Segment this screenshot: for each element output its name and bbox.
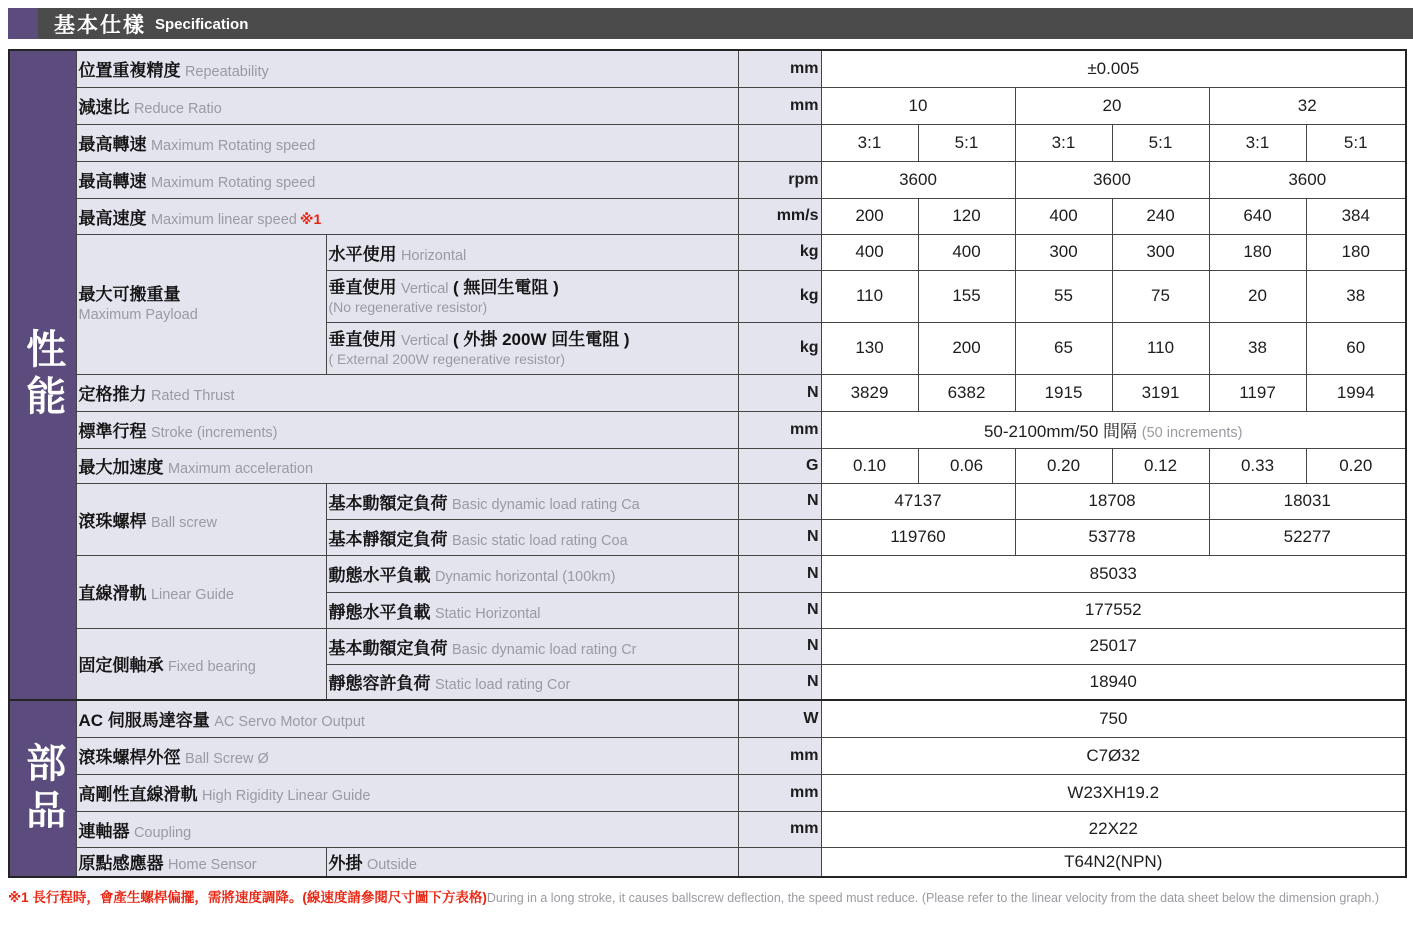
value-cell: 3:1	[1209, 124, 1306, 161]
value-cell: 18708	[1015, 483, 1209, 519]
label-en: Fixed bearing	[167, 659, 256, 676]
row-fixedbearing-dynamic	[9, 628, 1406, 664]
label-zh: 基本靜額定負荷	[328, 529, 448, 549]
value-cell: 0.20	[1306, 448, 1406, 483]
value-cell: 5:1	[918, 124, 1015, 161]
value-cell: 1994	[1306, 374, 1406, 411]
label-en: Vertical	[400, 280, 449, 297]
value-cell: 3:1	[1015, 124, 1112, 161]
label-zh: 高剛性直線滑軌	[78, 785, 198, 804]
label-en: Rated Thrust	[150, 388, 235, 404]
value-cell: 110	[1112, 322, 1209, 374]
label-zh: 垂直使用	[328, 329, 397, 349]
sublabel-outside	[326, 847, 738, 877]
row-ballscrew-diameter	[9, 737, 1406, 774]
unit-cell: N	[738, 592, 821, 628]
value-cell: 130	[821, 322, 918, 374]
value-cell: 18940	[821, 664, 1406, 700]
label-gear-ratio	[76, 124, 738, 161]
value-cell: 180	[1306, 234, 1406, 270]
row-linearguide-dynamic	[9, 555, 1406, 592]
value-cell: 300	[1015, 234, 1112, 270]
unit-cell: kg	[738, 322, 821, 374]
label-en: Basic static load rating Coa	[451, 532, 628, 549]
value-cell: 55	[1015, 270, 1112, 322]
value-cell: C7Ø32	[821, 737, 1406, 774]
row-rigidity-guide	[9, 774, 1406, 811]
label-en: Ball Screw Ø	[184, 751, 269, 767]
unit-cell	[738, 847, 821, 877]
unit-cell: N	[738, 555, 821, 592]
value-cell: 5:1	[1112, 124, 1209, 161]
value-cell: 0.06	[918, 448, 1015, 483]
label-en: Linear Guide	[150, 587, 234, 603]
value-cell: 155	[918, 270, 1015, 322]
value-cell: 3600	[821, 161, 1015, 198]
value-cell: 65	[1015, 322, 1112, 374]
value-cell: 5:1	[1306, 124, 1406, 161]
label-rigidity-guide	[76, 774, 738, 811]
unit-cell	[738, 124, 821, 161]
value-cell: 0.20	[1015, 448, 1112, 483]
row-repeatability	[9, 50, 1406, 87]
row-gear-ratio	[9, 124, 1406, 161]
value-cell: 38	[1306, 270, 1406, 322]
value-cell: 52277	[1209, 519, 1406, 555]
label-zh: 原點感應器	[78, 854, 164, 874]
sublabel-horizontal	[326, 234, 738, 270]
sublabel-vertical-ext-regen	[326, 322, 738, 374]
label-en: High Rigidity Linear Guide	[201, 788, 371, 804]
label-en: Vertical	[400, 332, 449, 349]
value-cell: 400	[821, 234, 918, 270]
row-payload-horizontal	[9, 234, 1406, 270]
label-en: Coupling	[133, 824, 192, 841]
label-zh: 基本動額定負荷	[328, 493, 448, 513]
label-en: Stroke (increments)	[150, 425, 278, 441]
label-zh: 最高轉速	[78, 135, 147, 154]
label-payload-group	[76, 234, 326, 374]
unit-cell: N	[738, 374, 821, 411]
label-en: Static load rating Cor	[434, 677, 571, 694]
value-cell: 25017	[821, 628, 1406, 664]
unit-cell: mm	[738, 737, 821, 774]
unit-cell: mm	[738, 774, 821, 811]
value-cell: 3:1	[821, 124, 918, 161]
value-cell: 1915	[1015, 374, 1112, 411]
label-en: Maximum linear speed	[150, 211, 297, 228]
value-cell: 200	[918, 322, 1015, 374]
sidebar-performance	[9, 50, 76, 700]
label-zh: 水平使用	[328, 244, 397, 264]
value-cell: ±0.005	[821, 50, 1406, 87]
value-cell: T64N2(NPN)	[821, 847, 1406, 877]
section-title-en: Specification	[155, 16, 249, 33]
value-cell: 22X22	[821, 811, 1406, 847]
value-cell: 177552	[821, 592, 1406, 628]
label-en: AC Servo Motor Output	[214, 714, 365, 731]
value-cell: 119760	[821, 519, 1015, 555]
value-cell: 20	[1015, 87, 1209, 124]
value-cell: 0.33	[1209, 448, 1306, 483]
footnote-ref: ※1	[299, 210, 322, 227]
label-servo-output	[76, 700, 738, 737]
label-zh: 基本動額定負荷	[328, 638, 448, 658]
value-cell: 200	[821, 198, 918, 234]
label-zh: 動態水平負載	[328, 566, 431, 585]
unit-cell: W	[738, 700, 821, 737]
row-ballscrew-dynamic	[9, 483, 1406, 519]
label-zh: 直線滑軌	[78, 584, 147, 603]
label-home-sensor	[76, 847, 326, 877]
value-cell: W23XH19.2	[821, 774, 1406, 811]
footnote-zh: ※1 長行程時，會產生螺桿偏擺，需將速度調降。(線速度請參閱尺寸圖下方表格)	[8, 890, 487, 905]
value-cell: 110	[821, 270, 918, 322]
label-zh: 連軸器	[78, 821, 130, 841]
label-en: Basic dynamic load rating Cr	[451, 641, 637, 658]
label-reduce-ratio	[76, 87, 738, 124]
label-zh: 最高轉速	[78, 172, 147, 191]
label-en: Static Horizontal	[434, 605, 541, 622]
label-zh: 固定側軸承	[78, 656, 164, 676]
sublabel-fixedbearing-dynamic	[326, 628, 738, 664]
unit-cell: mm	[738, 811, 821, 847]
value-cell: 6382	[918, 374, 1015, 411]
label-zh: AC 伺服馬達容量	[78, 711, 210, 731]
label-zh: 外掛	[328, 854, 363, 874]
label-en: Basic dynamic load rating Ca	[451, 496, 640, 513]
value-cell: 240	[1112, 198, 1209, 234]
stroke-value-main: 50-2100mm/50 間隔	[983, 422, 1138, 441]
value-cell: 47137	[821, 483, 1015, 519]
section-header	[8, 8, 1413, 39]
sublabel-vertical-no-regen	[326, 270, 738, 322]
label-zh: 位置重複精度	[78, 61, 181, 81]
label-en: Maximum Rotating speed	[150, 175, 316, 191]
label-en: Home Sensor	[167, 857, 257, 874]
label-zh: 最大加速度	[78, 458, 164, 477]
value-cell: 3829	[821, 374, 918, 411]
label-zh: 滾珠螺桿外徑	[78, 748, 181, 767]
label-en-line2: ( External 200W regenerative resistor)	[328, 350, 566, 367]
unit-cell: mm	[738, 411, 821, 448]
unit-cell: mm	[738, 50, 821, 87]
label-rotating-speed	[76, 161, 738, 198]
label-en-line2: (No regenerative resistor)	[328, 298, 488, 315]
value-cell: 3600	[1015, 161, 1209, 198]
value-cell: 38	[1209, 322, 1306, 374]
stroke-value-sub: (50 increments)	[1141, 425, 1243, 441]
unit-cell: kg	[738, 234, 821, 270]
label-ballscrew-group	[76, 483, 326, 555]
value-cell: 750	[821, 700, 1406, 737]
row-stroke	[9, 411, 1406, 448]
sidebar-performance-label: 性能	[20, 328, 65, 422]
label-en: Repeatability	[184, 64, 269, 81]
value-cell: 120	[918, 198, 1015, 234]
label-en: Dynamic horizontal (100km)	[434, 569, 616, 585]
sublabel-fixedbearing-static	[326, 664, 738, 700]
unit-cell: kg	[738, 270, 821, 322]
label-en: Maximum Rotating speed	[150, 138, 316, 154]
label-en: Maximum Payload	[78, 306, 198, 323]
sublabel-ballscrew-static	[326, 519, 738, 555]
value-cell: 85033	[821, 555, 1406, 592]
value-cell	[821, 411, 1406, 448]
value-cell: 3191	[1112, 374, 1209, 411]
label-zh: 滾珠螺桿	[78, 511, 147, 531]
value-cell: 180	[1209, 234, 1306, 270]
value-cell: 60	[1306, 322, 1406, 374]
sublabel-ballscrew-dynamic	[326, 483, 738, 519]
sidebar-parts	[9, 700, 76, 877]
label-zh: 垂直使用	[328, 277, 397, 297]
value-cell: 640	[1209, 198, 1306, 234]
label-linear-speed	[76, 198, 738, 234]
title-accent-square	[8, 8, 38, 39]
label-zh: 靜態水平負載	[328, 602, 431, 622]
label-linearguide-group	[76, 555, 326, 628]
label-zh: 減速比	[78, 98, 130, 117]
row-rated-thrust	[9, 374, 1406, 411]
section-title-zh: 基本仕樣	[54, 13, 146, 37]
unit-cell: G	[738, 448, 821, 483]
value-cell: 32	[1209, 87, 1406, 124]
label-rated-thrust	[76, 374, 738, 411]
footnote	[8, 886, 1413, 907]
row-servo-output	[9, 700, 1406, 737]
row-coupling	[9, 811, 1406, 847]
label-zh: 標準行程	[78, 422, 147, 441]
unit-cell: N	[738, 483, 821, 519]
label-stroke	[76, 411, 738, 448]
label-zh: 定格推力	[78, 385, 147, 404]
value-cell: 400	[918, 234, 1015, 270]
sublabel-linearguide-dynamic	[326, 555, 738, 592]
value-cell: 75	[1112, 270, 1209, 322]
label-max-acceleration	[76, 448, 738, 483]
label-zh: 最大可搬重量	[78, 285, 181, 305]
footnote-en: During in a long stroke, it causes ballscrew deflection, the speed must reduce. (Please refer to the linear velocity from the data sheet below the dimension graph.)	[486, 891, 1380, 905]
value-cell: 400	[1015, 198, 1112, 234]
label-ballscrew-diameter	[76, 737, 738, 774]
unit-cell: mm/s	[738, 198, 821, 234]
label-zh-paren: ( 無回生電阻 )	[452, 277, 559, 297]
row-linear-speed	[9, 198, 1406, 234]
sublabel-linearguide-static	[326, 592, 738, 628]
unit-cell: rpm	[738, 161, 821, 198]
value-cell: 20	[1209, 270, 1306, 322]
value-cell: 384	[1306, 198, 1406, 234]
label-en: Horizontal	[400, 247, 467, 264]
label-fixedbearing-group	[76, 628, 326, 700]
value-cell: 0.10	[821, 448, 918, 483]
label-zh: 靜態容許負荷	[328, 674, 431, 694]
sidebar-parts-label: 部品	[20, 741, 65, 836]
row-home-sensor	[9, 847, 1406, 877]
value-cell: 10	[821, 87, 1015, 124]
label-en: Reduce Ratio	[133, 101, 222, 117]
value-cell: 3600	[1209, 161, 1406, 198]
row-rotating-speed	[9, 161, 1406, 198]
value-cell: 18031	[1209, 483, 1406, 519]
unit-cell: N	[738, 519, 821, 555]
value-cell: 0.12	[1112, 448, 1209, 483]
label-en: Ball screw	[150, 514, 218, 531]
value-cell: 53778	[1015, 519, 1209, 555]
label-zh: 最高速度	[78, 208, 147, 228]
row-max-acceleration	[9, 448, 1406, 483]
value-cell: 1197	[1209, 374, 1306, 411]
unit-cell: N	[738, 628, 821, 664]
label-zh-paren: ( 外掛 200W 回生電阻 )	[452, 329, 630, 349]
label-repeatability	[76, 50, 738, 87]
specification-table	[8, 49, 1407, 878]
row-reduce-ratio	[9, 87, 1406, 124]
unit-cell: N	[738, 664, 821, 700]
label-en: Outside	[366, 857, 417, 874]
label-en: Maximum acceleration	[167, 461, 314, 477]
value-cell: 300	[1112, 234, 1209, 270]
label-coupling	[76, 811, 738, 847]
unit-cell: mm	[738, 87, 821, 124]
